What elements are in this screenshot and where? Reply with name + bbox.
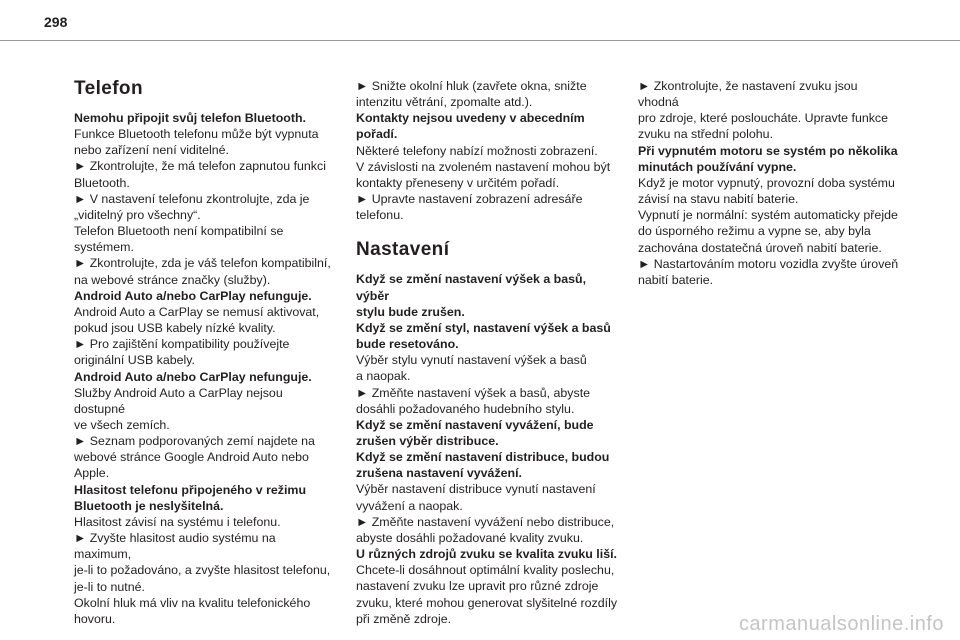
- paragraph: ► Zkontrolujte, že má telefon zapnutou funkci Bluetooth.: [74, 159, 326, 190]
- paragraph: Chcete-li dosáhnout optimální kvality poslechu, nastavení zvuku lze upravit pro různé zdroje zvuku, které mohou generovat slyšitelné rozdíly při změně zdroje.: [356, 563, 618, 626]
- paragraph: ► Zkontrolujte, že nastavení zvuku jsou vhodná pro zdroje, které posloucháte. Upravte funkce zvuku na střední polohu.: [638, 79, 889, 142]
- paragraph: Výběr nastavení distribuce vynutí nastavení vyvážení a naopak.: [356, 482, 596, 513]
- header-divider: [0, 40, 960, 41]
- paragraph: Funkce Bluetooth telefonu může být vypnuta nebo zařízení není viditelné.: [74, 127, 319, 158]
- paragraph: ► Změňte nastavení výšek a basů, abyste dosáhli požadovaného hudebního stylu.: [356, 385, 591, 416]
- paragraph: Hlasitost závisí na systému i telefonu.: [74, 514, 281, 529]
- paragraph: ► Pro zajištění kompatibility používejte originální USB kabely.: [74, 337, 290, 368]
- bold-question: Nemohu připojit svůj telefon Bluetooth.: [74, 111, 306, 125]
- paragraph: Telefon Bluetooth není kompatibilní se systémem.: [74, 224, 284, 255]
- column-3: [638, 78, 900, 288]
- paragraph: Když je motor vypnutý, provozní doba systému závisí na stavu nabití baterie.: [638, 175, 895, 207]
- paragraph: Některé telefony nabízí možnosti zobrazení. V závislosti na zvoleném nastavení mohou být kontakty přeneseny v určitém pořadí.: [356, 143, 611, 190]
- paragraph: ► Nastartováním motoru vozidla zvyšte úroveň nabití baterie.: [638, 256, 899, 287]
- section-heading-telefon: Telefon: [74, 78, 143, 99]
- column-2-body-bottom: [356, 271, 618, 626]
- bold-question: Android Auto a/nebo CarPlay nefunguje.: [74, 369, 312, 384]
- column-1: [74, 78, 336, 627]
- section-heading-nastaveni: Nastavení: [356, 239, 450, 261]
- bold-question: Android Auto a/nebo CarPlay nefunguje.: [74, 288, 312, 303]
- paragraph: ► Zkontrolujte, zda je váš telefon kompatibilní, na webové stránce značky (služby).: [74, 256, 331, 287]
- paragraph: ► Snižte okolní hluk (zavřete okna, snižte intenzitu větrání, zpomalte atd.).: [356, 79, 587, 110]
- column-3-body: [638, 78, 900, 288]
- bold-question: Při vypnutém motoru se systém po několika minutách používání vypne.: [638, 143, 898, 174]
- bold-question: Když se změní nastavení výšek a basů, výběr stylu bude zrušen.: [356, 272, 587, 319]
- bold-question: Když se změní nastavení distribuce, budou zrušena nastavení vyvážení.: [356, 450, 610, 481]
- column-2-body-top: [356, 78, 618, 223]
- paragraph: Služby Android Auto a CarPlay nejsou dostupné ve všech zemích.: [74, 385, 283, 432]
- paragraph: Výběr stylu vynutí nastavení výšek a basů a naopak.: [356, 353, 587, 384]
- bold-question: Kontakty nejsou uvedeny v abecedním pořadí.: [356, 111, 585, 142]
- paragraph: Android Auto a CarPlay se nemusí aktivovat, pokud jsou USB kabely nízké kvality.: [74, 304, 320, 336]
- paragraph: ► Zvyšte hlasitost audio systému na maximum, je-li to požadováno, a zvyšte hlasitost telefonu, je-li to nutné.: [74, 531, 331, 594]
- page-number: 298: [44, 14, 68, 30]
- column-2: [356, 78, 618, 627]
- paragraph: ► Upravte nastavení zobrazení adresáře telefonu.: [356, 192, 583, 223]
- bold-question: U různých zdrojů zvuku se kvalita zvuku liší.: [356, 547, 617, 562]
- paragraph: Vypnutí je normální: systém automaticky přejde do úsporného režimu a vypne se, aby byla zachována dostatečná úroveň nabití baterie.: [638, 208, 898, 255]
- bold-question: Když se změní styl, nastavení výšek a basů bude resetováno.: [356, 320, 611, 352]
- paragraph: Okolní hluk má vliv na kvalitu telefonického hovoru.: [74, 595, 311, 626]
- bold-question: Když se změní nastavení vyvážení, bude zrušen výběr distribuce.: [356, 417, 594, 448]
- bold-question: Hlasitost telefonu připojeného v režimu Bluetooth je neslyšitelná.: [74, 482, 307, 513]
- paragraph: ► V nastavení telefonu zkontrolujte, zda je „viditelný pro všechny“.: [74, 191, 310, 222]
- column-1-body: [74, 110, 336, 627]
- paragraph: ► Seznam podporovaných zemí najdete na webové stránce Google Android Auto nebo Apple.: [74, 434, 315, 481]
- paragraph: ► Změňte nastavení vyvážení nebo distribuce, abyste dosáhli požadované kvality zvuku.: [356, 514, 615, 545]
- watermark: carmanualsonline.info: [738, 613, 944, 635]
